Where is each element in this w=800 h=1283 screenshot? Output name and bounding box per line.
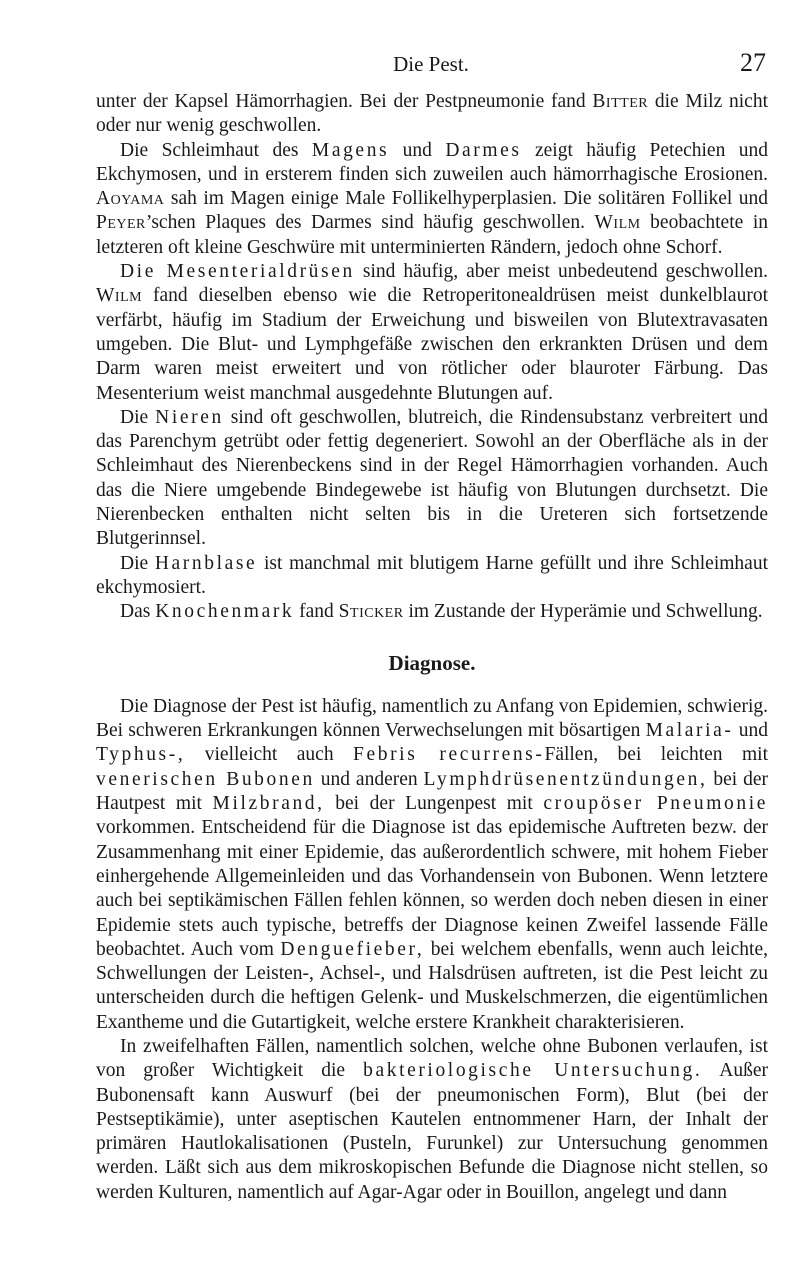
spaced-term: Denguefieber,	[280, 938, 425, 960]
author-name: Peyer	[96, 212, 146, 234]
spaced-term: Knochenmark	[155, 601, 295, 623]
spaced-term: bakteriologische Untersuchung.	[363, 1060, 703, 1082]
paragraph-bakteriologie: In zweifelhaften Fällen, namentlich solchen, welche ohne Bubonen verlaufen, ist von großer Wichtigkeit die bakteriologische Untersuchung. Außer Bubonensaft kann Auswurf (bei der pneumonischen Form), Blut (bei der Pestseptikämie), unter aseptischen Kautelen entnommener Harn, der Inhalt der primären Hautlokalisationen (Pusteln, Furunkel) zur Untersuchung genommen werden. Läßt sich aus dem mikroskopischen Befunde die Diagnose nicht stellen, so werden Kulturen, namentlich auf Agar-Agar oder in Bouillon, angelegt und dann	[96, 1035, 769, 1203]
paragraph-mesenterialdruesen: Die Mesenterialdrüsen sind häufig, aber meist unbedeutend geschwollen. Wilm fand dieselben ebenso wie die Retroperitonealdrüsen meist dunkelblaurot verfärbt, häufig im Stadium der Erweichung und bisweilen von Blutextravasaten umgeben. Die Blut- und Lymphgefäße zwischen den erkrankten Drüsen und dem Darm waren meist erweitert und von rötlicher oder blauroter Färbung. Das Mesenterium weist manchmal ausgedehnte Blutungen auf.	[96, 261, 768, 404]
spaced-term: venerischen Bubonen	[96, 768, 315, 790]
spaced-term: Harnblase	[154, 552, 258, 574]
spaced-term: Magens	[311, 139, 390, 161]
spaced-term: Febris recurrens-	[353, 744, 545, 766]
page-number: 27	[740, 48, 766, 77]
author-name: Wilm	[96, 285, 143, 307]
body-text	[96, 90, 768, 1205]
spaced-term: Milzbrand,	[212, 793, 325, 815]
author-name: Bitter	[592, 91, 649, 112]
author-name: Wilm	[594, 212, 641, 234]
paragraph-diagnose: Die Diagnose der Pest ist häufig, namentlich zu Anfang von Epidemien, schwierig. Bei schweren Erkrankungen können Verwechselungen mit bösartigen Malaria- und Typhus-, vielleicht auch Febris recurrens-Fällen, bei leichten mit venerischen Bubonen und anderen Lymphdrüsenentzündungen, bei der Hautpest mit Milzbrand, bei der Lungenpest mit croupöser Pneumonie vorkommen. Entscheidend für die Diagnose ist das epidemische Auftreten bezw. der Zusammenhang mit einer Epidemie, das außerordentlich schwere, mit hohem Fieber einhergehende Allgemeinleiden und das Vorhandensein von Bubonen. Wenn letztere auch bei septikämischen Fällen fehlen können, so werden doch neben diesen in einer Epidemie stets auch typische, betreffs der Diagnose keinen Zweifel lassende Fälle beobachtet. Auch vom Denguefieber, bei welchem ebenfalls, wenn auch leichte, Schwellungen der Leisten-, Achsel-, und Halsdrüsen auftreten, ist die Pest leicht zu unterscheiden durch die heftigen Gelenk- und Muskelschmerzen, die eigentümlichen Exantheme und die Gutartigkeit, welche erstere Krankheit charakterisieren.	[96, 695, 769, 1033]
spaced-term: Darmes	[445, 139, 522, 161]
page-header	[96, 48, 766, 78]
author-name: Sticker	[338, 601, 404, 623]
author-name: Aoyama	[96, 188, 165, 210]
section-heading: Diagnose.	[388, 650, 476, 675]
paragraph-nieren: Die Nieren sind oft geschwollen, blutreich, die Rindensubstanz verbreitert und das Parenchym getrübt oder fettig degeneriert. Sowohl an der Oberfläche als in der Schleimhaut des Nierenbeckens sind in der Regel Hämorrhagien vorhanden. Auch das die Niere umgebende Bindegewebe ist häufig von Blutungen durchsetzt. Die Nierenbecken enthalten nicht selten bis in die Ureteren sich fortsetzende Blutgerinnsel.	[96, 406, 769, 550]
spaced-term: Typhus-,	[96, 744, 186, 766]
paragraph-magen-darm: Die Schleimhaut des Magens und Darmes zeigt häufig Petechien und Ekchymosen, und in ersterem finden sich zuweilen auch hämorrhagische Erosionen. Aoyama sah im Magen einige Male Follikelhyperplasien. Die solitären Follikel und Peyer’schen Plaques des Darmes sind häufig geschwollen. Wilm beobachtete in letzteren oft kleine Geschwüre mit unterminierten Rändern, jedoch ohne Schorf.	[96, 139, 769, 258]
spaced-term: Lymphdrüsenentzündungen,	[423, 768, 708, 790]
spaced-term: Die Mesenterialdrüsen	[120, 261, 355, 283]
paragraph-harnblase: Die Harnblase ist manchmal mit blutigem Harne gefüllt und ihre Schleimhaut ekchymosiert.	[96, 552, 768, 598]
running-title: Die Pest.	[393, 52, 469, 76]
spaced-term: croupöser Pneumonie	[543, 793, 769, 815]
paragraph-milz-continuation: unter der Kapsel Hämorrhagien. Bei der Pestpneumonie fand Bitter die Milz nicht oder nur wenig geschwollen.	[96, 91, 768, 137]
spaced-term: Malaria-	[645, 720, 734, 742]
spaced-term: Nieren	[155, 406, 224, 428]
paragraph-knochenmark: Das Knochenmark fand Sticker im Zustande der Hyperämie und Schwellung.	[120, 601, 763, 623]
